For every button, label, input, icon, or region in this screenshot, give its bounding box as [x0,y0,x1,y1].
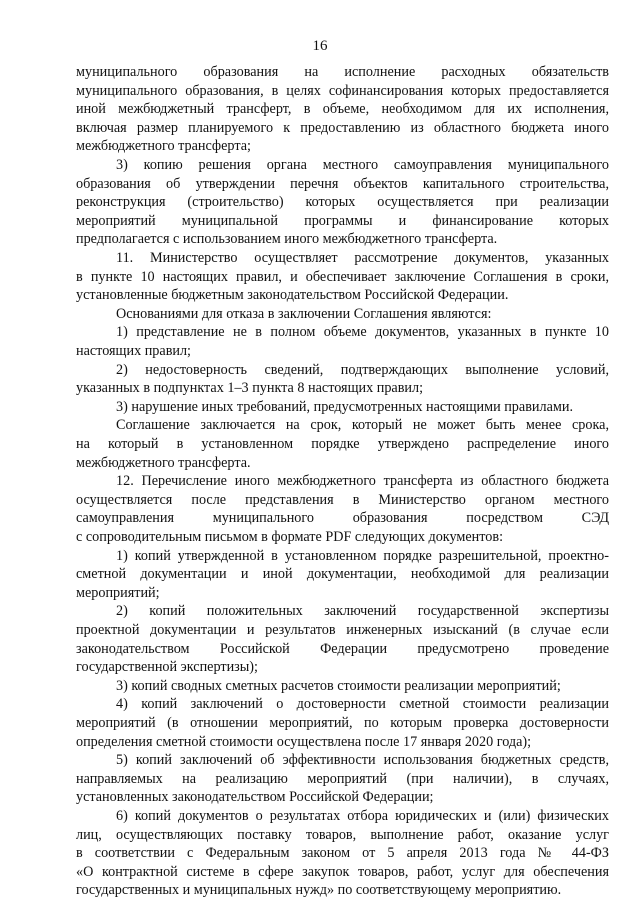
text-line: настоящих правил; [76,343,192,359]
text-line: 5) копий заключений об эффективности использования бюджетных средств, [116,752,609,769]
text-line: проектной документации и результатов инженерных изысканий (в случае если [76,622,609,638]
text-line: 11. Министерство осуществляет рассмотрение документов, указанных [116,250,609,266]
text-line: мероприятий; [76,584,160,601]
text-line: в соответствии с Федеральным законом от 5 апреля 2013 года № 44-ФЗ [76,845,609,862]
text-line: образования об утверждении перечня объектов капитального строительства, [76,175,609,192]
text-line: иной межбюджетный трансферт, в объеме, необходимом для их исполнения, [76,101,609,118]
text-line: предполагается с использованием иного межбюджетного трансферта. [76,231,498,248]
text-line: установленных законодательством Российской Федерации; [76,789,434,806]
text-line: 1) представление не в полном объеме документов, указанных в пункте 10 [116,324,609,341]
text-line: направляемых на реализацию мероприятий (при наличии), в случаях, [76,770,609,787]
text-line: 2) копий положительных заключений государственной экспертизы [116,603,609,620]
text-line: 3) копию решения органа местного самоуправления муниципального [116,157,609,173]
text-line: Основаниями для отказа в заключении Соглашения являются: [116,305,492,322]
text-line: включая размер планируемого к предоставлению из областного бюджета иного [76,119,609,136]
text-line: на который в установленном порядке утверждено распределение иного [76,436,609,452]
text-line: мероприятий (в отношении мероприятий, по которым проверка достоверности [76,715,609,731]
text-line: государственной экспертизы); [76,659,258,676]
text-line: 2) недостоверность сведений, подтверждающих выполнение условий, [116,361,609,378]
text-line: 6) копий документов о результатах отбора юридических и (или) физических [116,808,609,824]
text-line: указанных в подпунктах 1–3 пункта 8 настоящих правил; [76,380,424,397]
text-line: 3) копий сводных сметных расчетов стоимости реализации мероприятий; [116,677,561,694]
page-number: 16 [312,38,328,54]
text-line: осуществляется после представления в Министерство органом местного [76,491,609,508]
text-line: с сопроводительным письмом в формате PDF следующих документов: [76,529,504,545]
text-line: 4) копий заключений о достоверности сметной стоимости реализации [116,696,609,713]
text-line: самоуправления муниципального образования посредством СЭД [76,510,609,527]
text-line: определения сметной стоимости осуществлена после 17 января 2020 года); [76,733,532,750]
text-line: в пункте 10 настоящих правил, и обеспечивает заключение Соглашения в сроки, [76,268,609,285]
text-line: межбюджетного трансферта. [76,454,251,471]
text-line: реконструкция (строительство) которых осуществляется при реализации [76,194,609,211]
text-line: 1) копий утвержденной в установленном порядке разрешительной, проектно- [116,547,609,564]
text-line: лиц, осуществляющих поставку товаров, выполнение работ, оказание услуг [76,826,609,843]
text-line: законодательством Российской Федерации предусмотрено проведение [76,640,609,657]
text-line: сметной документации и иной документации, необходимой для реализации [76,566,609,583]
text-line: «О контрактной системе в сфере закупок товаров, работ, услуг для обеспечения [76,863,609,880]
text-line: установленные бюджетным законодательством Российской Федерации. [76,287,509,304]
text-line: 12. Перечисление иного межбюджетного трансферта из областного бюджета [116,473,609,490]
text-line: Соглашение заключается на срок, который не может быть менее срока, [116,417,609,434]
text-line: межбюджетного трансферта; [76,138,251,155]
text-line: муниципального образования, в целях софинансирования которых предоставляется [76,82,609,99]
text-line: муниципального образования на исполнение расходных обязательств [76,64,609,80]
text-line: государственных и муниципальных нужд» по соответствующему мероприятию. [76,882,562,899]
text-line: 3) нарушение иных требований, предусмотренных настоящими правилами. [116,398,573,415]
text-line: мероприятий муниципальной программы и финансирование которых [76,212,609,229]
